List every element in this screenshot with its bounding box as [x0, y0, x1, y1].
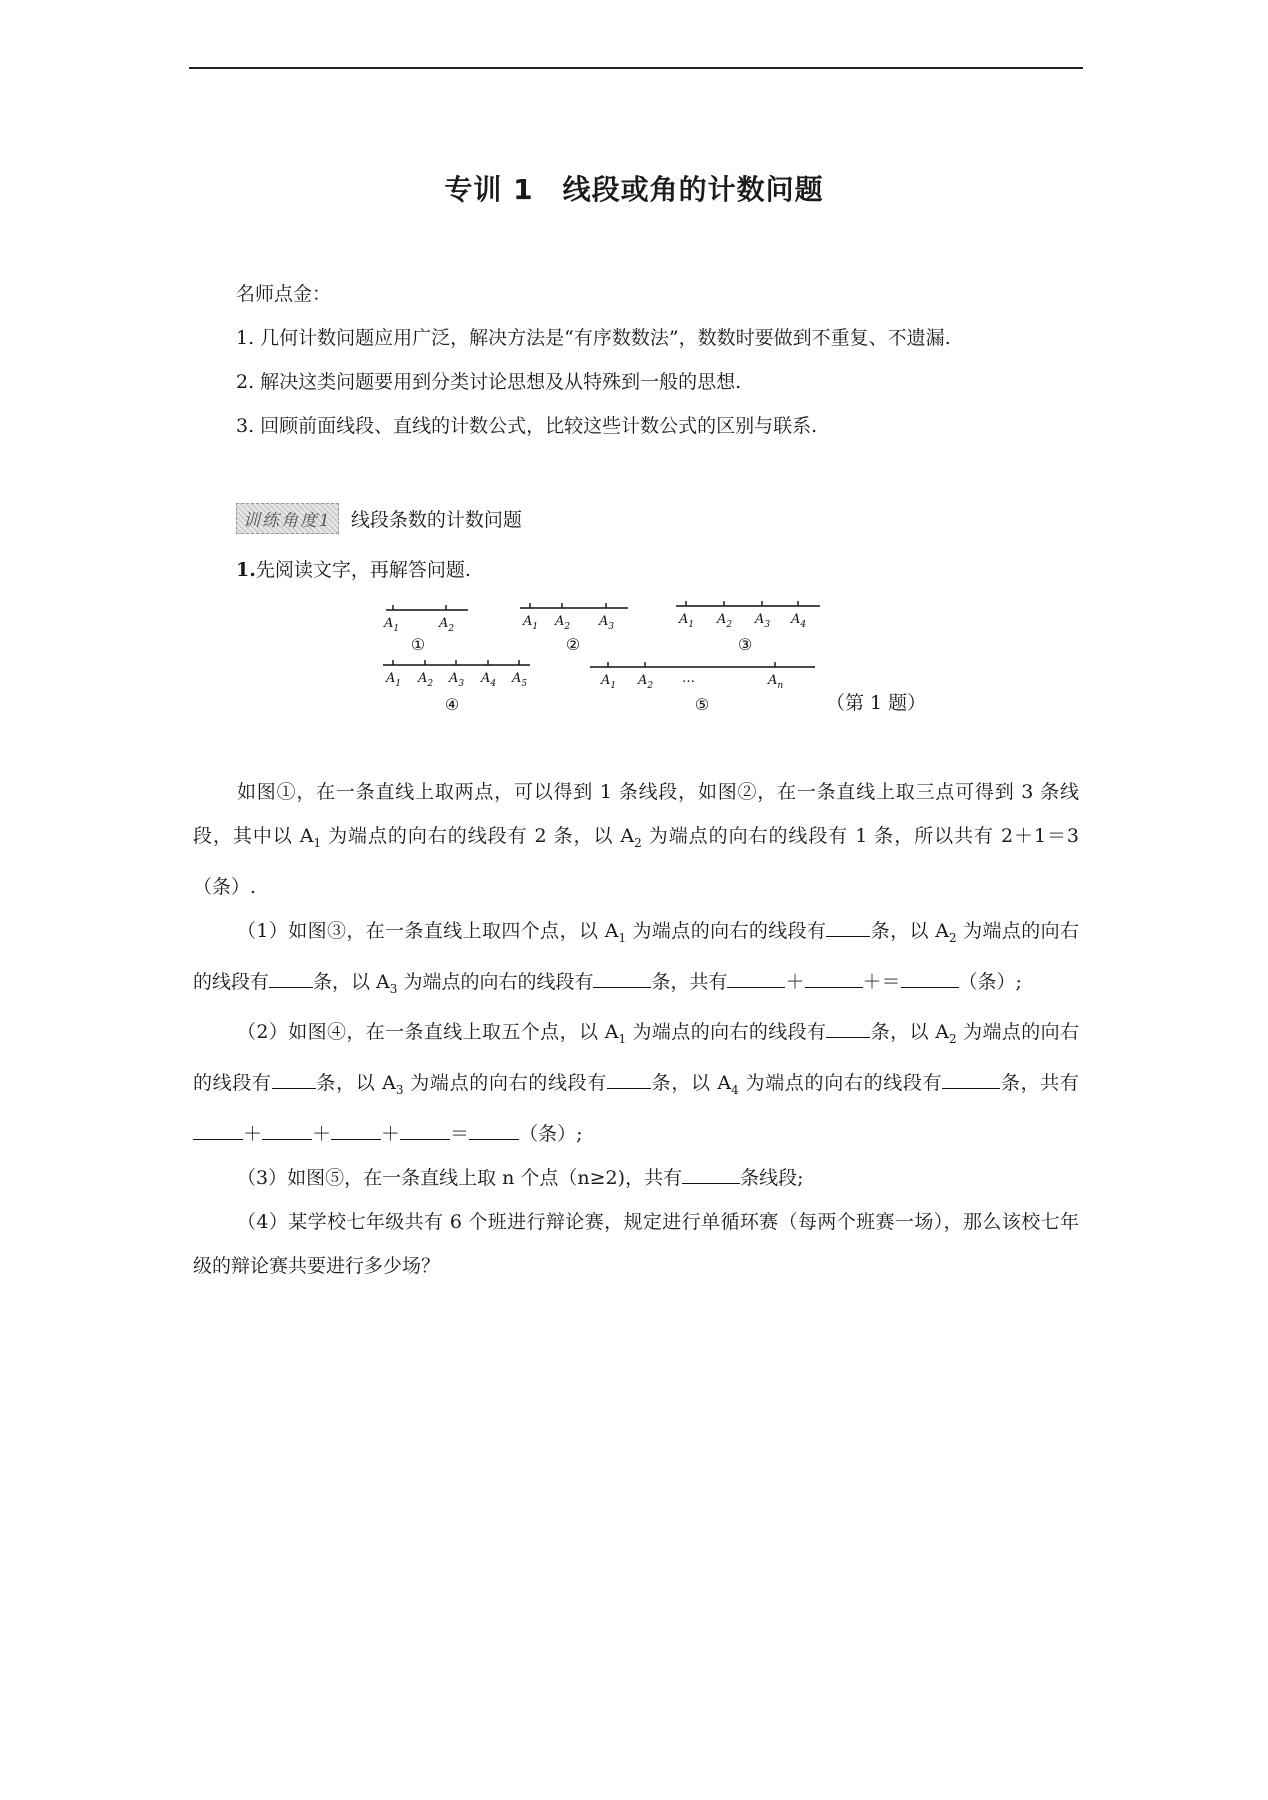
text-run: （3）如图⑤，在一条直线上取 n 个点（n≥2)，共有 [237, 1166, 683, 1189]
answer-blank[interactable] [901, 966, 959, 988]
ellipsis: … [682, 671, 695, 686]
text-run: 为端点的向右的线段有 [397, 970, 594, 993]
point-label-a3: $A_3$ [599, 614, 615, 632]
point-label-a1: $A_1$ [601, 673, 617, 691]
subscript: 3 [389, 981, 398, 996]
tip-item: 1. 几何计数问题应用广泛，解决方法是“有序数数法”，数数时要做到不重复、不遗漏. [236, 327, 951, 349]
text-run: ＋ [243, 1122, 263, 1145]
subquestion-1 [193, 909, 1079, 1011]
point-label-a2: $A_2$ [638, 673, 654, 691]
section-title: 线段条数的计数问题 [350, 508, 522, 531]
text-run: 条，共有 [651, 970, 728, 993]
text-run: 为端点的向右的线段有 [193, 1021, 1079, 1095]
point-label-a2: $A_2$ [439, 616, 455, 634]
question-number: 1. [236, 559, 256, 581]
subscript: 1 [618, 1032, 627, 1047]
point-label-a2: $A_2$ [418, 671, 434, 689]
text-run: （条）; [958, 970, 1022, 993]
tip-item: 2. 解决这类问题要用到分类讨论思想及从特殊到一般的思想. [236, 371, 742, 393]
answer-blank[interactable] [607, 1067, 651, 1089]
question-body [193, 770, 1079, 1288]
answer-blank[interactable] [193, 1118, 243, 1140]
answer-blank[interactable] [942, 1067, 1000, 1089]
tips-heading: 名师点金： [236, 283, 332, 305]
subquestion-4: （4）某学校七年级共有 6 个班进行辩论赛，规定进行单循环赛（每两个班赛一场），那么该校七年级的辩论赛共要进行多少场？ [193, 1210, 1079, 1277]
figure-label-3: ③ [737, 635, 753, 654]
text-run: 条，共有 [1000, 1072, 1079, 1095]
point-label-a4: $A_4$ [791, 612, 807, 630]
text-run: ＋ [862, 970, 882, 993]
subquestion-3 [193, 1156, 1079, 1200]
answer-blank[interactable] [331, 1118, 381, 1140]
text-run: ＋ [312, 1122, 332, 1145]
subscript: 1 [313, 835, 322, 850]
text-run: （条）; [519, 1122, 583, 1145]
answer-blank[interactable] [826, 915, 870, 937]
subscript: 2 [949, 930, 957, 945]
text-run: 为端点的向右的线段有 [626, 919, 827, 942]
text-run: ＋ [381, 1122, 401, 1145]
text-run: 条，以 A [651, 1072, 732, 1095]
subscript: 4 [731, 1082, 739, 1097]
point-label-a2: $A_2$ [717, 612, 733, 630]
answer-blank[interactable] [805, 966, 863, 988]
point-label-a1: $A_1$ [679, 612, 695, 630]
text-run: 为端点的向右的线段有 [738, 1072, 943, 1095]
text-run: 条，以 A [870, 1021, 950, 1044]
text-run: ＝ [881, 970, 901, 993]
answer-blank[interactable] [682, 1162, 740, 1184]
subscript: 2 [634, 835, 642, 850]
answer-blank[interactable] [269, 966, 313, 988]
text-run: 为端点的向右的线段有 [193, 919, 1079, 993]
subscript: 1 [618, 930, 627, 945]
point-label-a5: $A_5$ [512, 671, 528, 689]
text-run: ＋ [785, 970, 805, 993]
point-label-a1: $A_1$ [386, 671, 402, 689]
figure-label-1: ① [410, 635, 426, 654]
point-label-a3: $A_3$ [449, 671, 465, 689]
answer-blank[interactable] [469, 1118, 519, 1140]
subscript: 3 [395, 1082, 404, 1097]
point-label-a1: $A_1$ [523, 614, 539, 632]
figure-label-2: ② [565, 635, 581, 654]
answer-blank[interactable] [826, 1017, 870, 1039]
point-label-a3: $A_3$ [755, 612, 771, 630]
text-run: ＝ [450, 1122, 470, 1145]
text-run: 条，以 A [870, 919, 950, 942]
text-run: 如图①，在一条直线上取两点，可以得到 1 条线段，如图②，在一条直线上取三点可得到 3 条线段，其中以 A [193, 781, 1079, 847]
explanation-paragraph [193, 770, 1079, 909]
answer-blank[interactable] [400, 1118, 450, 1140]
text-run: 条线段; [740, 1166, 804, 1189]
tip-item: 3. 回顾前面线段、直线的计数公式，比较这些计数公式的区别与联系. [236, 415, 818, 437]
point-label-a2: $A_2$ [555, 614, 571, 632]
point-label-an: $A_n$ [768, 673, 784, 691]
subquestion-2 [193, 1010, 1079, 1156]
text-run: （2）如图④，在一条直线上取五个点，以 A [237, 1021, 619, 1044]
answer-blank[interactable] [272, 1067, 316, 1089]
text-run: 条，以 A [313, 970, 390, 993]
segment-figure [0, 0, 1268, 760]
answer-blank[interactable] [593, 966, 651, 988]
answer-blank[interactable] [727, 966, 785, 988]
point-label-a1: $A_1$ [384, 616, 400, 634]
answer-blank[interactable] [262, 1118, 312, 1140]
text-run: 为端点的向右的线段有 1 条，所以共有 2＋1＝3（条）. [193, 825, 1080, 898]
point-label-a4: $A_4$ [481, 671, 497, 689]
page-title: 专训 1 线段或角的计数问题 [444, 173, 824, 206]
figure-label-5: ⑤ [694, 695, 710, 714]
text-run: 为端点的向右的线段有 [403, 1072, 607, 1095]
text-run: 条，以 A [315, 1072, 396, 1095]
subscript: 2 [949, 1032, 957, 1047]
text-run: 为端点的向右的线段有 2 条，以 A [321, 825, 635, 847]
text-run: （1）如图③，在一条直线上取四个点，以 A [237, 919, 619, 942]
figure-label-4: ④ [444, 695, 460, 714]
training-badge: 训练角度1 [236, 503, 339, 534]
figure-caption: （第 1 题） [826, 692, 927, 714]
question-intro-text: 先阅读文字，再解答问题. [255, 559, 471, 581]
text-run: 为端点的向右的线段有 [626, 1021, 827, 1044]
